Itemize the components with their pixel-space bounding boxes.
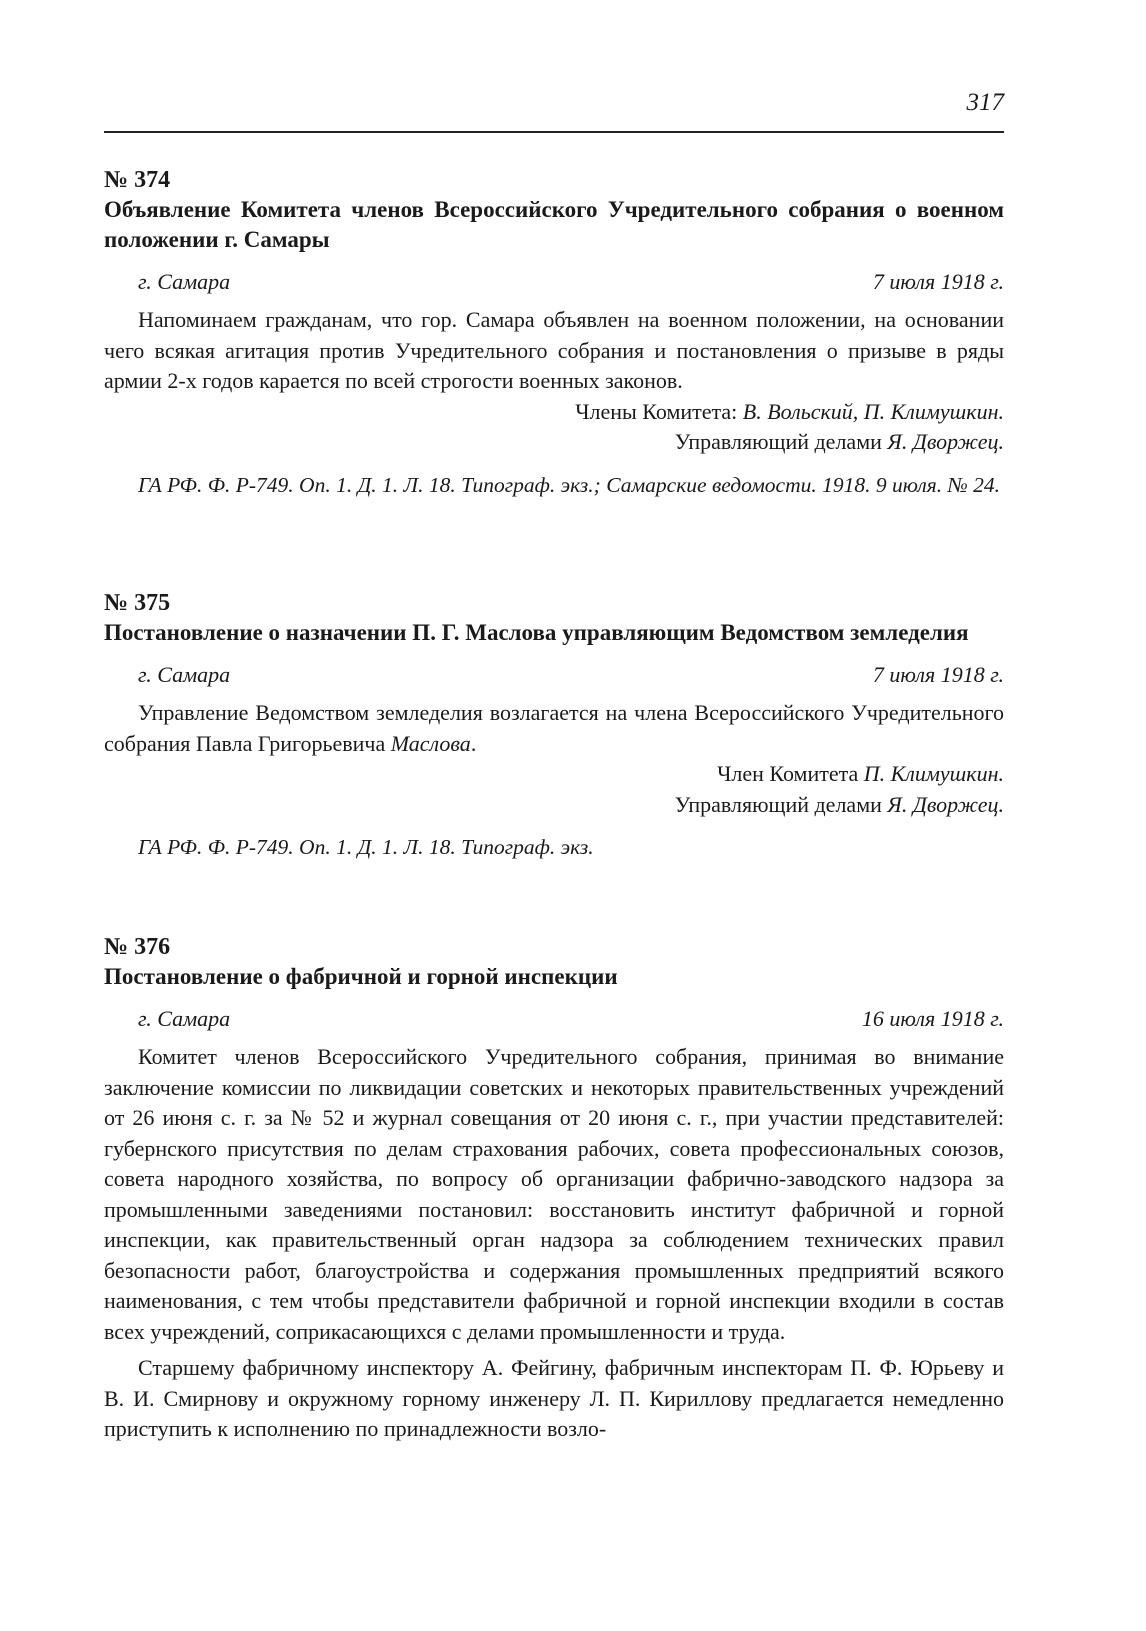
doc-place-date bbox=[104, 267, 1004, 297]
document-375 bbox=[104, 588, 1004, 863]
doc-paragraph-2: Старшему фабричному инспектору А. Фейгину, фабричным инспекторам П. Ф. Юрьеву и В. И. Смирнову и окружному горному инженеру Л. П. Кириллову предлагается немедленно приступить к исполнению по принадлежности возло- bbox=[104, 1355, 1004, 1441]
doc-place: г. Самара bbox=[138, 662, 231, 687]
doc-body-end: . bbox=[470, 730, 477, 756]
signature-names: Я. Дворжец. bbox=[887, 429, 1004, 454]
doc-number: № 376 bbox=[104, 934, 171, 960]
signature-role: Члены Комитета: bbox=[575, 398, 743, 424]
signature-names: П. Климушкин. bbox=[863, 761, 1004, 786]
doc-title: Объявление Комитета членов Всероссийского Учредительного собрания о военном положении г. Самары bbox=[104, 197, 1004, 252]
document-376 bbox=[104, 932, 1004, 1445]
doc-body-name: Маслова bbox=[390, 730, 471, 756]
doc-title: Постановление о фабричной и горной инспекции bbox=[104, 964, 618, 989]
doc-place: г. Самара bbox=[138, 1006, 231, 1031]
doc-paragraph-1: Комитет членов Всероссийского Учредительного собрания, принимая во внимание заключение комиссии по ликвидации советских и некоторых правительственных учреждений от 26 июня с. г. за № 52 и журнал совещания от 20 июня с. г., при участии представителей: губернского присутствия по делам страхования рабочих, совета профессиональных союзов, совета народного хозяйства, по вопросу об организации фабрично-заводского надзора за промышленными заведениями постановил: восстановить институт фабричной и горной инспекции, как правительственный орган надзора за соблюдением технических правил безопасности работ, благоустройства и содержания промышленных предприятий всякого наименования, с тем чтобы представители фабричной и горной инспекции входили в состав всех учреждений, соприкасающихся с делами промышленности и труда. bbox=[104, 1044, 1004, 1344]
signature-role: Член Комитета bbox=[717, 761, 864, 786]
doc-number: № 374 bbox=[104, 167, 171, 193]
signature-line bbox=[104, 427, 1004, 458]
signature-line bbox=[104, 759, 1004, 790]
archive-source: ГА РФ. Ф. Р-749. Оп. 1. Д. 1. Л. 18. Типограф. экз.; Самарские ведомости. 1918. 9 июля. № 24. bbox=[138, 472, 1001, 497]
header-rule bbox=[104, 131, 1004, 133]
signature-line bbox=[104, 790, 1004, 821]
signature-role: Управляющий делами bbox=[674, 429, 888, 454]
doc-place-date bbox=[104, 1004, 1004, 1034]
doc-title: Постановление о назначении П. Г. Маслова управляющим Ведомством земледелия bbox=[104, 620, 969, 645]
archive-source: ГА РФ. Ф. Р-749. Оп. 1. Д. 1. Л. 18. Типограф. экз. bbox=[138, 835, 594, 859]
document-page bbox=[104, 0, 1004, 1631]
doc-body bbox=[104, 698, 1004, 759]
doc-number: № 375 bbox=[104, 590, 171, 616]
doc-date: 16 июля 1918 г. bbox=[861, 1006, 1004, 1031]
signature-role: Управляющий делами bbox=[674, 791, 888, 817]
doc-date: 7 июля 1918 г. bbox=[872, 269, 1004, 294]
page-number: 317 bbox=[966, 89, 1004, 116]
signature-names: В. Вольский, П. Климушкин. bbox=[742, 398, 1004, 424]
document-374 bbox=[104, 165, 1004, 500]
doc-body-text: Управление Ведомством земледелия возлагается на члена Всероссийского Учредительного собрания Павла Григорьевича bbox=[104, 700, 1004, 756]
signature-line bbox=[104, 397, 1004, 428]
doc-body: Напоминаем гражданам, что гор. Самара объявлен на военном положении, на основании чего всякая агитация против Учредительного собрания и постановления о призыве в ряды армии 2-х годов карается по всей строгости военных законов. bbox=[104, 307, 1004, 393]
doc-place: г. Самара bbox=[138, 269, 231, 294]
signature-names: Я. Дворжец. bbox=[887, 791, 1004, 817]
doc-place-date bbox=[104, 660, 1004, 690]
doc-date: 7 июля 1918 г. bbox=[872, 662, 1004, 687]
